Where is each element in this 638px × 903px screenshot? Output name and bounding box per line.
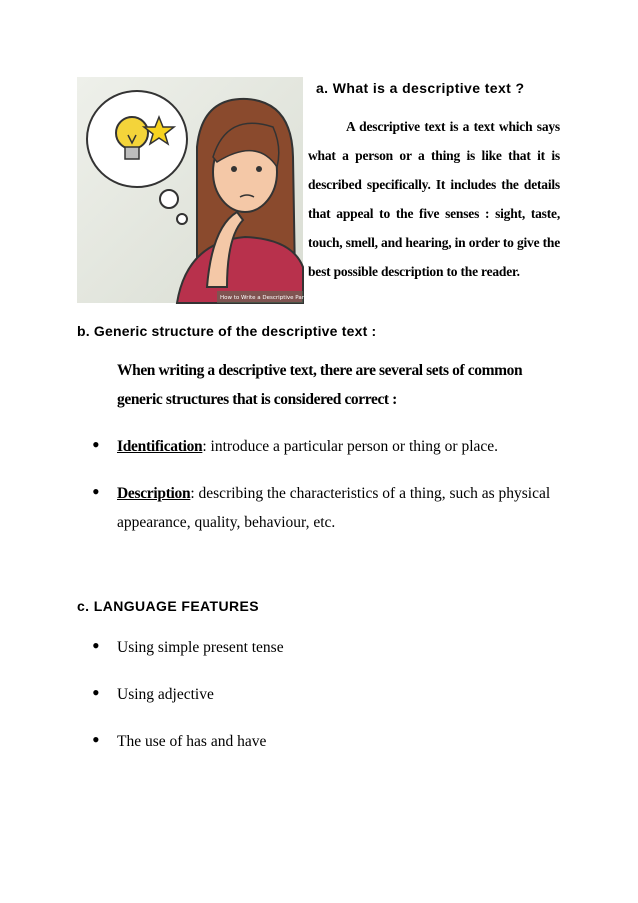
list-item-text: : describing the characteristics of a thing, such as physical appearance, quality, behaviour, etc. [117, 485, 551, 531]
section-a-paragraph-text: A descriptive text is a text which says what a person or a thing is like that it is described specifically. It includes the details that appeal to the five senses : sight, taste, touch, smell, and hearing, in order to give the best possible description to the reader. [308, 119, 560, 279]
list-item [92, 633, 532, 662]
list-item [92, 680, 532, 709]
list-item [92, 479, 552, 537]
list-item-text: : introduce a particular person or thing or place. [202, 438, 499, 455]
list-item-text: Using simple present tense [117, 639, 284, 656]
language-features-list [92, 633, 532, 774]
list-item [92, 727, 532, 756]
bullet-icon: • [92, 633, 100, 658]
section-b-intro: When writing a descriptive text, there are several sets of common generic structures that is considered correct : [117, 362, 523, 408]
section-a-paragraph [308, 112, 560, 286]
section-c-heading: c. LANGUAGE FEATURES [77, 598, 259, 614]
bullet-icon: • [92, 680, 100, 705]
list-item [92, 432, 552, 461]
bullet-icon: • [92, 479, 100, 504]
list-item-term: Description [117, 485, 191, 502]
list-item-text: Using adjective [117, 686, 214, 703]
list-item-term: Identification [117, 438, 203, 455]
list-item-text: The use of has and have [117, 733, 267, 750]
section-b-heading: b. Generic structure of the descriptive text : [77, 323, 377, 339]
bullet-icon: • [92, 727, 100, 752]
section-a-heading: a. What is a descriptive text ? [316, 80, 525, 96]
bullet-icon: • [92, 432, 100, 457]
thinking-woman-illustration [77, 77, 324, 303]
generic-structure-list [92, 432, 552, 555]
illustration-caption: How to Write a Descriptive Paragraph [220, 295, 324, 301]
